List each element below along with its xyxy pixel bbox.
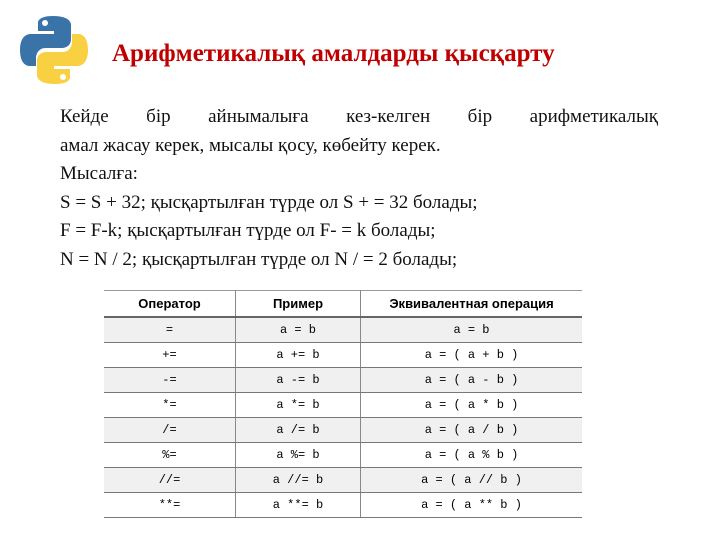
example-cell: a += b [236,343,361,368]
table-row [104,443,582,468]
table-row [104,493,582,518]
header-example: Пример [236,291,361,318]
text-line: Кейде бір айнымалыға кез-келген бір арифметикалық [60,106,658,127]
example-cell: a = b [236,317,361,343]
operator-cell: **= [104,493,236,518]
example-cell: a %= b [236,443,361,468]
example-cell: a *= b [236,393,361,418]
text-line: F = F-k; қысқартылған түрде ол F- = k болады; [60,220,436,241]
example-cell: a //= b [236,468,361,493]
body-text [60,103,658,274]
example-cell: a **= b [236,493,361,518]
table-row [104,317,582,343]
equivalent-cell: a = ( a // b ) [361,468,583,493]
operator-cell: = [104,317,236,343]
operators-table [104,290,582,518]
equivalent-cell: a = b [361,317,583,343]
table-row [104,468,582,493]
text-line: амал жасау керек, мысалы қосу, көбейту керек. [60,134,441,156]
text-line: Мысалға: [60,163,138,184]
table-row [104,393,582,418]
example-cell: a /= b [236,418,361,443]
header-equivalent: Эквивалентная операция [361,291,583,318]
operator-cell: *= [104,393,236,418]
text-line: N = N / 2; қысқартылған түрде ол N / = 2 болады; [60,248,458,270]
table-row [104,418,582,443]
python-logo-icon [18,14,90,86]
equivalent-cell: a = ( a * b ) [361,393,583,418]
equivalent-cell: a = ( a % b ) [361,443,583,468]
operator-cell: -= [104,368,236,393]
slide-title: Арифметикалық амалдарды қысқарту [112,40,555,67]
equivalent-cell: a = ( a - b ) [361,368,583,393]
operator-cell: //= [104,468,236,493]
operator-cell: %= [104,443,236,468]
operator-cell: += [104,343,236,368]
equivalent-cell: a = ( a / b ) [361,418,583,443]
operator-cell: /= [104,418,236,443]
text-line: S = S + 32; қысқартылған түрде ол S + = 32 болады; [60,191,478,213]
table-row [104,368,582,393]
table-row [104,343,582,368]
example-cell: a -= b [236,368,361,393]
equivalent-cell: a = ( a + b ) [361,343,583,368]
header-operator: Оператор [104,291,236,318]
equivalent-cell: a = ( a ** b ) [361,493,583,518]
